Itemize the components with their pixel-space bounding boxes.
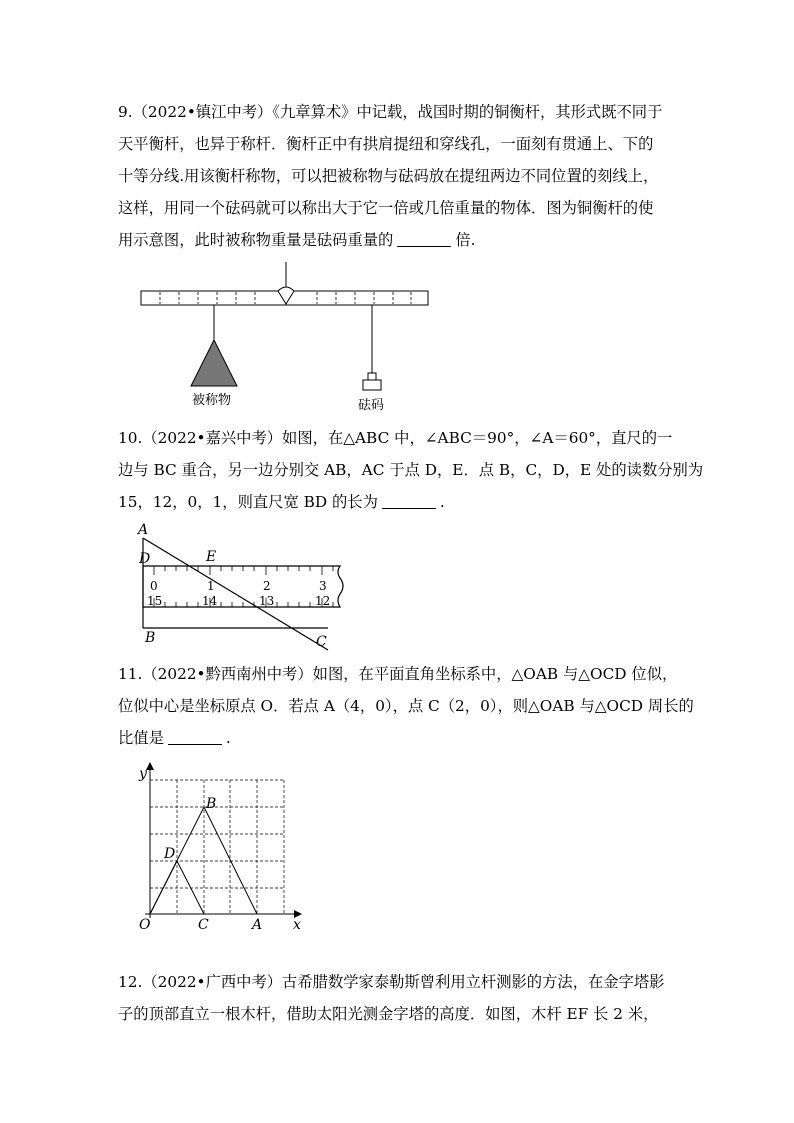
q10-line-2: 边与 BC 重合，另一边分别交 AB，AC 于点 D，E．点 B，C，D，E 处的读数分别为	[118, 461, 704, 479]
ruler-bottom-tick-14: 14	[202, 594, 218, 608]
q11-tail: .	[225, 729, 231, 747]
point-c-label: C	[316, 634, 327, 650]
point-b-label: B	[145, 630, 156, 646]
q9-line-4: 这样，用同一个砝码就可以称出大于它一倍或几倍重量的物体．图为铜衡杆的使	[118, 199, 654, 217]
ruler-bottom-tick-12: 12	[315, 594, 331, 608]
point-c2-label: C	[198, 917, 209, 933]
q11-line-2: 位似中心是坐标原点 O．若点 A（4，0），点 C（2，0），则△OAB 与△OCD 周长的	[118, 697, 694, 715]
x-axis-label: x	[293, 917, 301, 933]
point-a2-label: A	[252, 917, 263, 933]
ruler-top-tick-1: 1	[207, 579, 215, 593]
q12-line-1: 12.（2022•广西中考）古希腊数学家泰勒斯曾利用立杆测影的方法，在金字塔影	[118, 973, 665, 991]
q9-tail: 倍.	[455, 231, 476, 249]
q9-line-5-text: 用示意图，此时被称物重量是砝码重量的	[118, 231, 394, 249]
object-label: 被称物	[192, 393, 232, 408]
q11-line-1: 11.（2022•黔西南州中考）如图，在平面直角坐标系中，△OAB 与△OCD 位似，	[118, 665, 678, 683]
point-b2-label: B	[206, 796, 217, 812]
q9-line-2: 天平衡杆，也异于称杆．衡杆正中有拱肩提纽和穿线孔，一面刻有贯通上、下的	[118, 135, 654, 153]
y-axis-label: y	[139, 766, 147, 782]
point-e-label: E	[206, 549, 217, 565]
point-o-label: O	[139, 917, 151, 933]
q10-line-3-text: 15，12，0，1，则直尺宽 BD 的长为	[118, 493, 378, 511]
ruler-bottom-tick-15: 15	[147, 594, 163, 608]
ruler-top-tick-3: 3	[319, 579, 327, 593]
point-d2-label: D	[164, 846, 176, 862]
ruler-top-tick-0: 0	[150, 579, 158, 593]
q9-line-3: 十等分线.用该衡杆称物，可以把被称物与砝码放在提纽两边不同位置的刻线上，	[118, 167, 659, 185]
point-a-label: A	[138, 522, 149, 538]
ruler-top-tick-2: 2	[263, 579, 271, 593]
y-axis-arrow	[146, 762, 154, 770]
q10-tail: .	[439, 493, 445, 511]
q12-line-2: 子的顶部直立一根木杆，借助太阳光测金字塔的高度．如图，木杆 EF 长 2 米，	[118, 1005, 659, 1023]
q11-line-3-text: 比值是	[118, 729, 164, 747]
q9-line-1: 9.（2022•镇江中考）《九章算术》中记载，战国时期的铜衡杆，其形式既不同于	[118, 103, 663, 121]
weight-label: 砝码	[358, 398, 385, 413]
q10-line-1: 10.（2022•嘉兴中考）如图，在△ABC 中，∠ABC＝90°，∠A＝60°，直尺的一	[118, 429, 673, 447]
point-d-label: D	[139, 551, 151, 567]
question-12	[118, 966, 684, 1030]
ruler-bottom-tick-13: 13	[259, 594, 275, 608]
